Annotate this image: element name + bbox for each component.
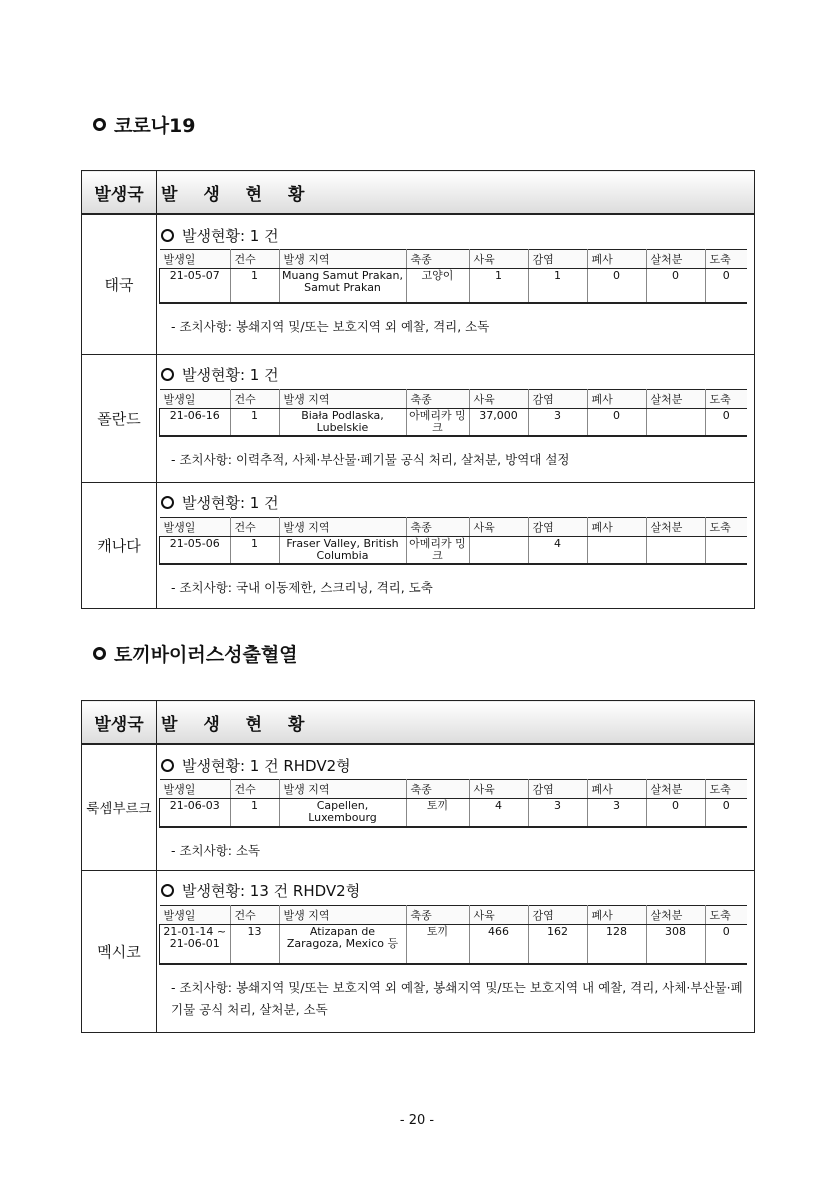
- bullet-circle-icon: [93, 118, 106, 131]
- bullet-circle-icon: [161, 884, 174, 897]
- occurrence-table: [159, 779, 747, 828]
- section-title-rhd: 토끼바이러스성출혈열: [93, 640, 298, 667]
- covid-table: [81, 170, 755, 609]
- country-row: [82, 870, 755, 1032]
- cell-slaughtered: 0: [705, 799, 747, 827]
- cell-raised: 37,000: [469, 408, 528, 436]
- col-species: 축종: [406, 250, 469, 269]
- cell-culled: [646, 536, 705, 564]
- occurrence-table: [159, 517, 747, 565]
- summary-line: 발생현황: 1 건: [161, 493, 754, 513]
- action-text: - 조치사항: 소독: [171, 842, 261, 858]
- cell-species: 고양이: [406, 269, 469, 303]
- col-raised: 사육: [469, 389, 528, 408]
- col-raised: 사육: [469, 517, 528, 536]
- cell-infected: 1: [528, 269, 587, 303]
- country-name: 캐나다: [82, 482, 157, 608]
- col-culled: 살처분: [646, 517, 705, 536]
- cell-date: 21-06-16: [160, 408, 231, 436]
- col-count: 건수: [230, 250, 279, 269]
- bullet-circle-icon: [161, 759, 174, 772]
- country-name: 멕시코: [82, 870, 157, 1032]
- table-row: [160, 799, 748, 827]
- col-date: 발생일: [160, 905, 231, 924]
- cell-date: 21-05-07: [160, 269, 231, 303]
- cell-species: 토끼: [406, 799, 469, 827]
- summary-line: 발생현황: 1 건: [161, 365, 754, 385]
- occurrence-table: [159, 249, 747, 304]
- status-cell: [157, 870, 755, 1032]
- cell-dead: 128: [587, 924, 646, 964]
- section-title-covid: 코로나19: [93, 111, 196, 138]
- col-species: 축종: [406, 905, 469, 924]
- column-headers: [160, 780, 748, 799]
- col-count: 건수: [230, 389, 279, 408]
- col-species: 축종: [406, 517, 469, 536]
- cell-dead: 0: [587, 269, 646, 303]
- col-infected: 감염: [528, 780, 587, 799]
- cell-infected: 162: [528, 924, 587, 964]
- cell-count: 13: [230, 924, 279, 964]
- action-text: - 조치사항: 국내 이동제한, 스크리닝, 격리, 도축: [171, 579, 433, 595]
- cell-raised: 1: [469, 269, 528, 303]
- header-status: 발 생 현 황: [157, 701, 755, 745]
- header-status: 발 생 현 황: [157, 171, 755, 215]
- status-cell: [157, 214, 755, 354]
- cell-date: 21-06-03: [160, 799, 231, 827]
- cell-slaughtered: [705, 536, 747, 564]
- col-count: 건수: [230, 905, 279, 924]
- column-headers: [160, 905, 748, 924]
- cell-date: 21-05-06: [160, 536, 231, 564]
- cell-dead: 3: [587, 799, 646, 827]
- action-text: - 조치사항: 이력추적, 사체·부산물·폐기물 공식 처리, 살처분, 방역대 설정: [171, 451, 570, 467]
- col-region: 발생 지역: [279, 905, 406, 924]
- col-infected: 감염: [528, 905, 587, 924]
- col-dead: 폐사: [587, 389, 646, 408]
- cell-dead: 0: [587, 408, 646, 436]
- col-slaughtered: 도축: [705, 905, 747, 924]
- page-number: - 20 -: [399, 1113, 435, 1128]
- col-dead: 폐사: [587, 250, 646, 269]
- col-dead: 폐사: [587, 517, 646, 536]
- bullet-circle-icon: [161, 496, 174, 509]
- status-cell: [157, 744, 755, 870]
- cell-culled: 0: [646, 799, 705, 827]
- column-headers: [160, 389, 748, 408]
- col-count: 건수: [230, 517, 279, 536]
- cell-culled: 0: [646, 269, 705, 303]
- cell-infected: 3: [528, 408, 587, 436]
- col-raised: 사육: [469, 250, 528, 269]
- action-text: - 조치사항: 봉쇄지역 및/또는 보호지역 외 예찰, 격리, 소독: [171, 318, 490, 334]
- col-date: 발생일: [160, 780, 231, 799]
- country-name: 폴란드: [82, 354, 157, 482]
- action-text: - 조치사항: 봉쇄지역 및/또는 보호지역 외 예찰, 봉쇄지역 및/또는 보호지역 내 예찰, 격리, 사체·부산물·폐기물 공식 처리, 살처분, 소독: [171, 980, 743, 1017]
- table-row: [160, 269, 748, 303]
- bullet-circle-icon: [161, 368, 174, 381]
- cell-raised: 466: [469, 924, 528, 964]
- summary-line: 발생현황: 13 건 RHDV2형: [161, 881, 754, 901]
- table-row: [160, 408, 748, 436]
- cell-region: Atizapan de Zaragoza, Mexico 등: [279, 924, 406, 964]
- status-cell: [157, 482, 755, 608]
- cell-raised: [469, 536, 528, 564]
- cell-culled: [646, 408, 705, 436]
- country-name: 태국: [82, 214, 157, 354]
- cell-date: 21-01-14 ~ 21-06-01: [160, 924, 231, 964]
- country-row: [82, 482, 755, 608]
- col-date: 발생일: [160, 389, 231, 408]
- col-count: 건수: [230, 780, 279, 799]
- col-species: 축종: [406, 780, 469, 799]
- col-culled: 살처분: [646, 905, 705, 924]
- table-header: [82, 701, 755, 745]
- cell-slaughtered: 0: [705, 408, 747, 436]
- cell-region: Muang Samut Prakan, Samut Prakan: [279, 269, 406, 303]
- col-culled: 살처분: [646, 250, 705, 269]
- col-culled: 살처분: [646, 780, 705, 799]
- cell-count: 1: [230, 799, 279, 827]
- col-date: 발생일: [160, 517, 231, 536]
- cell-infected: 3: [528, 799, 587, 827]
- cell-region: Biała Podlaska, Lubelskie: [279, 408, 406, 436]
- header-country: 발생국: [82, 701, 157, 745]
- col-slaughtered: 도축: [705, 389, 747, 408]
- cell-count: 1: [230, 536, 279, 564]
- col-slaughtered: 도축: [705, 250, 747, 269]
- col-dead: 폐사: [587, 780, 646, 799]
- col-infected: 감염: [528, 250, 587, 269]
- country-name: 룩셈부르크: [82, 744, 157, 870]
- col-date: 발생일: [160, 250, 231, 269]
- cell-infected: 4: [528, 536, 587, 564]
- col-culled: 살처분: [646, 389, 705, 408]
- col-region: 발생 지역: [279, 250, 406, 269]
- col-region: 발생 지역: [279, 517, 406, 536]
- col-raised: 사육: [469, 905, 528, 924]
- column-headers: [160, 250, 748, 269]
- cell-count: 1: [230, 269, 279, 303]
- col-region: 발생 지역: [279, 389, 406, 408]
- table-header: [82, 171, 755, 215]
- summary-line: 발생현황: 1 건 RHDV2형: [161, 755, 754, 775]
- country-row: [82, 744, 755, 870]
- cell-slaughtered: 0: [705, 924, 747, 964]
- col-infected: 감염: [528, 389, 587, 408]
- col-raised: 사육: [469, 780, 528, 799]
- cell-dead: [587, 536, 646, 564]
- table-row: [160, 924, 748, 964]
- country-row: [82, 354, 755, 482]
- col-species: 축종: [406, 389, 469, 408]
- col-infected: 감염: [528, 517, 587, 536]
- cell-count: 1: [230, 408, 279, 436]
- rhd-table: [81, 700, 755, 1033]
- cell-region: Fraser Valley, British Columbia: [279, 536, 406, 564]
- cell-slaughtered: 0: [705, 269, 747, 303]
- cell-region: Capellen, Luxembourg: [279, 799, 406, 827]
- col-region: 발생 지역: [279, 780, 406, 799]
- col-slaughtered: 도축: [705, 517, 747, 536]
- summary-line: 발생현황: 1 건: [161, 225, 754, 245]
- bullet-circle-icon: [161, 229, 174, 242]
- country-row: [82, 214, 755, 354]
- cell-species: 아메리카 밍크: [406, 408, 469, 436]
- col-dead: 폐사: [587, 905, 646, 924]
- header-country: 발생국: [82, 171, 157, 215]
- status-cell: [157, 354, 755, 482]
- cell-species: 토끼: [406, 924, 469, 964]
- col-slaughtered: 도축: [705, 780, 747, 799]
- occurrence-table: [159, 905, 747, 966]
- bullet-circle-icon: [93, 647, 106, 660]
- cell-culled: 308: [646, 924, 705, 964]
- table-row: [160, 536, 748, 564]
- occurrence-table: [159, 389, 747, 437]
- column-headers: [160, 517, 748, 536]
- cell-species: 아메리카 밍크: [406, 536, 469, 564]
- cell-raised: 4: [469, 799, 528, 827]
